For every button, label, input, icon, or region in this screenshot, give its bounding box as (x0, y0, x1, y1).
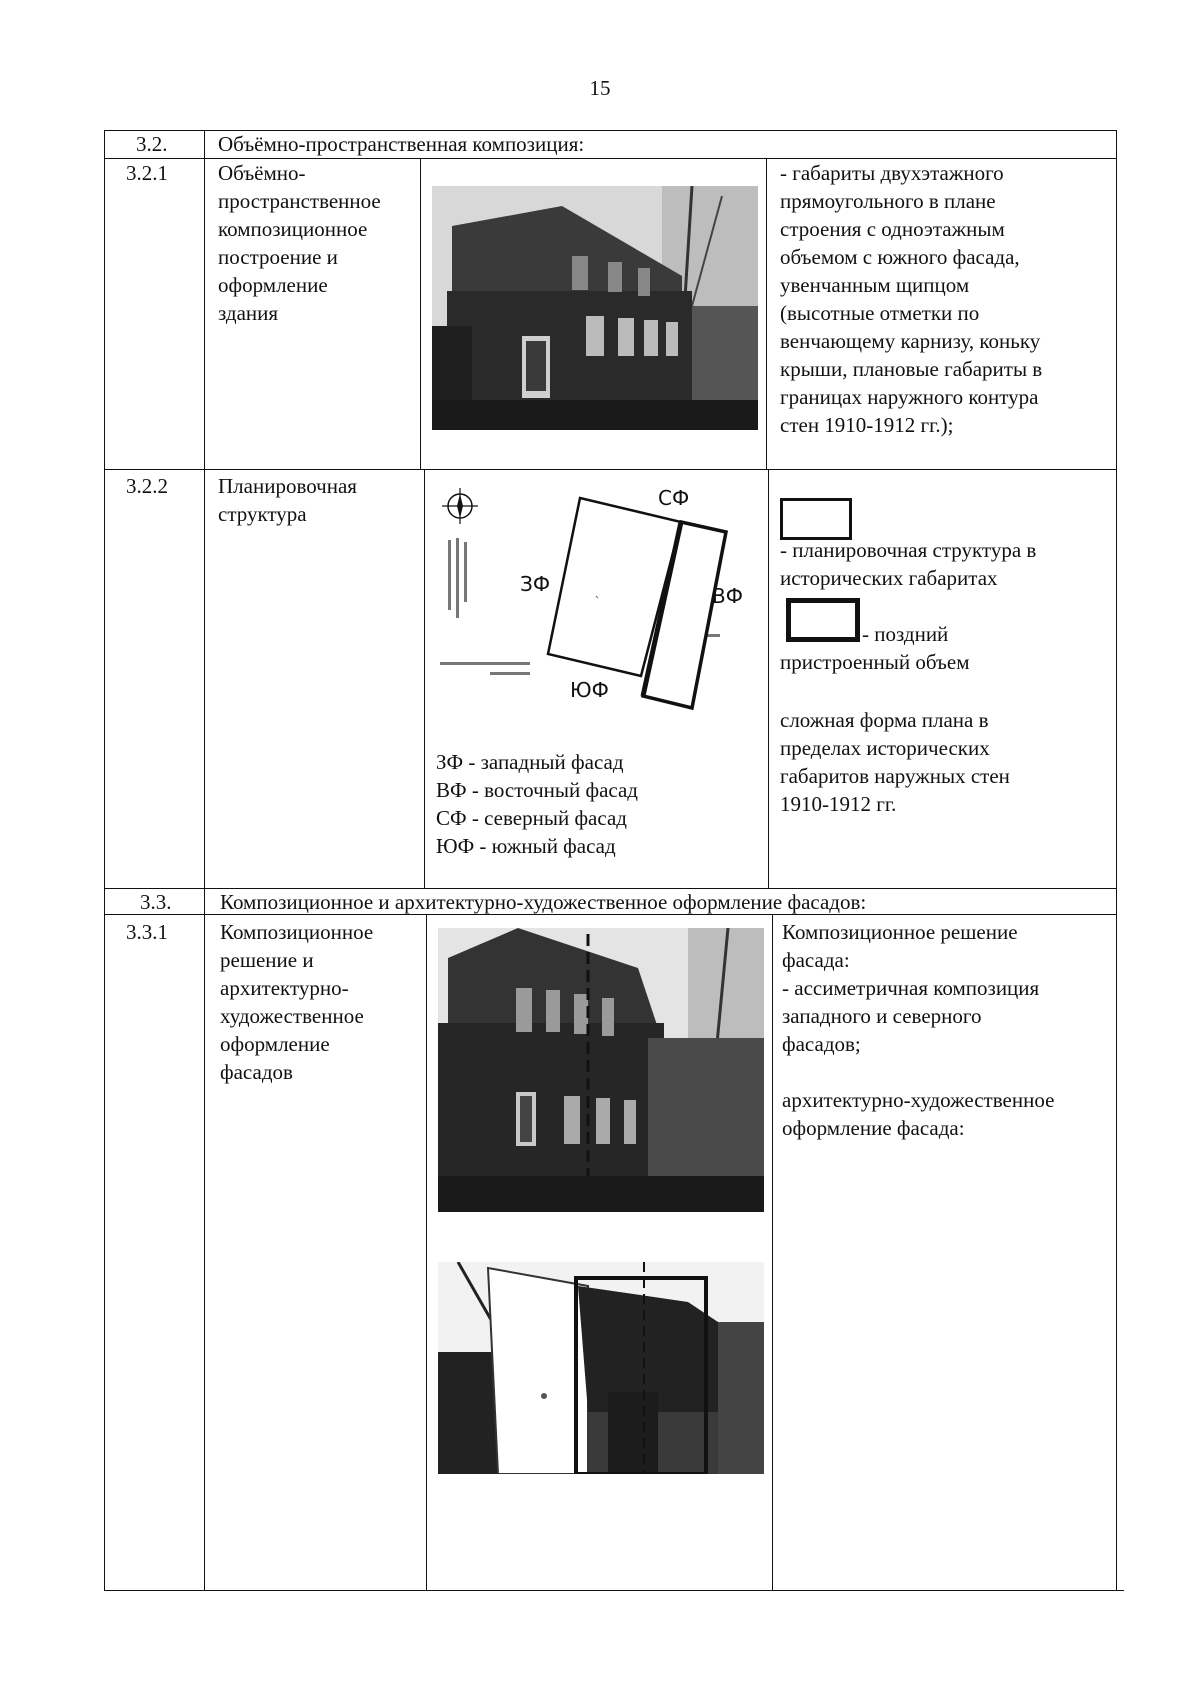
row-3-2-2-number: 3.2.2 (126, 474, 168, 498)
row-3-3-1-subject: Композиционное решение и архитектурно- художественное оформление фасадов (220, 920, 374, 1084)
section-3-3-number: 3.3. (140, 890, 172, 914)
page-number: 15 (589, 76, 611, 100)
section-3-3-title: Композиционное и архитектурно-художественное оформление фасадов: (220, 890, 867, 914)
building-photo-facade (438, 928, 764, 1212)
plan-label-north: СФ (658, 486, 690, 510)
row-3-3-1-number: 3.3.1 (126, 920, 168, 944)
legend-historic-symbol (780, 498, 852, 540)
building-photo-south (438, 1262, 764, 1474)
facade-key-north: СФ - северный фасад (436, 806, 627, 830)
row-3-2-1-description: - габариты двухэтажного прямоугольного в плане строения с одноэтажным объемом с южного фасада, увенчанным щипцом (высотные отметки по венчающему карнизу, коньку крыши, плановые габариты в границах наружного контура стен 1910-1912 гг.); (780, 161, 1043, 437)
floor-plan-diagram (430, 480, 764, 724)
row-3-2-2-subject: Планировочная структура (218, 474, 357, 526)
row-3-2-1-number: 3.2.1 (126, 161, 168, 185)
plan-label-east: ВФ (712, 584, 743, 608)
legend-late-symbol (786, 598, 860, 642)
row-3-3-1-description: Композиционное решение фасада: - ассиметричная композиция западного и северного фасадов; архитектурно-художественное оформление фасада: (782, 920, 1055, 1140)
plan-label-south: ЮФ (570, 678, 609, 702)
facade-key-east: ВФ - восточный фасад (436, 778, 638, 802)
section-3-2-title: Объёмно-пространственная композиция: (218, 132, 585, 156)
plan-label-west: ЗФ (520, 572, 551, 596)
facade-key-west: ЗФ - западный фасад (436, 750, 624, 774)
legend-historic-text: - планировочная структура в исторических габаритах (780, 538, 1037, 590)
section-3-2-number: 3.2. (136, 132, 168, 156)
facade-key-south: ЮФ - южный фасад (436, 834, 616, 858)
building-photo-volume (432, 186, 758, 430)
legend-late-text-a: - поздний (862, 622, 949, 646)
legend-late-text-b: пристроенный объем (780, 650, 970, 674)
row-3-2-2-description: сложная форма плана в пределах исторических габаритов наружных стен 1910-1912 гг. (780, 708, 1010, 816)
compass-icon (442, 488, 478, 524)
row-3-2-1-subject: Объёмно- пространственное композиционное построение и оформление здания (218, 161, 381, 325)
